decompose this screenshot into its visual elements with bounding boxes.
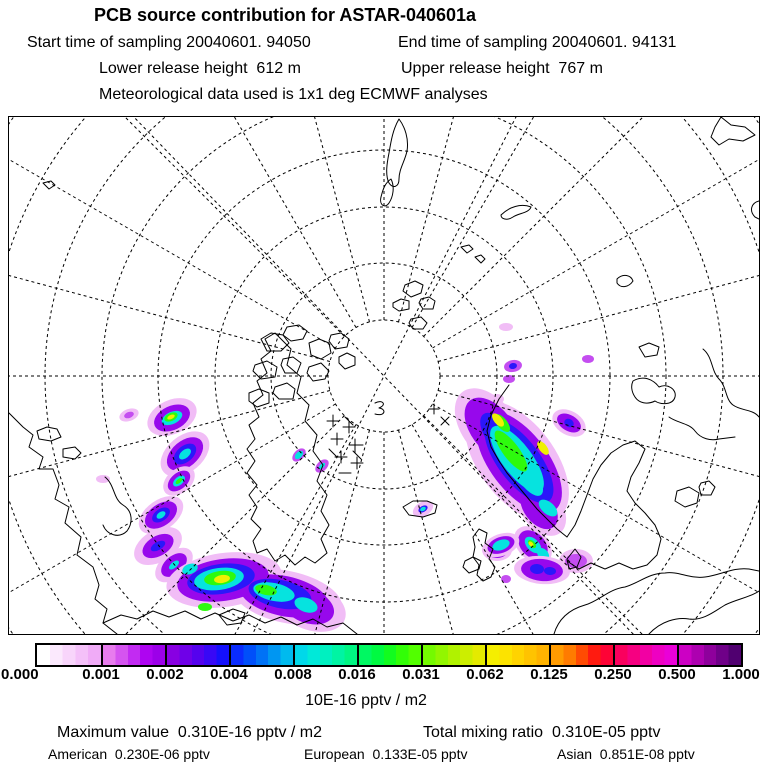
coastline	[475, 255, 485, 263]
ice-hatch-marks	[327, 415, 363, 473]
maximum-value-text: Maximum value 0.310E-16 pptv / m2	[57, 724, 323, 741]
colorbar-tick: 0.500	[658, 666, 696, 683]
colorbar-tick: 0.062	[466, 666, 504, 683]
colorbar-segment	[165, 645, 229, 665]
upper-release-text: Upper release height 767 m	[401, 60, 603, 77]
graticule-layer	[9, 117, 759, 634]
colorbar	[35, 643, 743, 667]
coastline-novaya-zemlya	[387, 119, 408, 186]
colorbar-segment	[357, 645, 421, 665]
coastline	[37, 427, 61, 441]
coastline	[461, 245, 473, 253]
meridian-line	[438, 241, 759, 361]
colorbar-tick: 0.008	[274, 666, 312, 683]
end-time-text: End time of sampling 20040601. 94131	[398, 34, 677, 51]
meridian-line	[424, 117, 752, 336]
lower-release-text: Lower release height 612 m	[99, 60, 301, 77]
coastline-siberia	[711, 117, 755, 145]
colorbar-segment	[37, 645, 101, 665]
colorbar-tick: 1.000	[722, 666, 760, 683]
colorbar-segment	[613, 645, 677, 665]
coastline	[103, 477, 131, 535]
coastline	[393, 299, 409, 311]
coastline	[752, 201, 759, 219]
polar-cross-meridian	[23, 117, 745, 634]
colorbar-segment	[229, 645, 293, 665]
coastline	[381, 179, 394, 206]
total-mixing-ratio-text: Total mixing ratio 0.310E-05 pptv	[423, 724, 661, 741]
coastline	[632, 378, 676, 404]
coastline	[261, 333, 289, 351]
colorbar-tick: 0.125	[530, 666, 568, 683]
coastline	[283, 325, 307, 341]
colorbar-segment	[421, 645, 485, 665]
coastline	[281, 357, 301, 373]
map-frame	[8, 116, 760, 635]
asian-contribution-text: Asian 0.851E-08 pptv	[557, 746, 695, 762]
coastline	[339, 353, 355, 369]
coastline	[329, 333, 349, 349]
coastline	[409, 317, 427, 329]
colorbar-tick: 0.004	[210, 666, 248, 683]
colorbar-tick: 0.001	[82, 666, 120, 683]
meridian-line	[9, 117, 336, 348]
coastline	[501, 205, 531, 219]
colorbar-tick: 0.000	[1, 666, 39, 683]
coastline	[617, 275, 633, 286]
colorbar-tick-row	[0, 666, 768, 686]
meridian-line	[9, 241, 330, 361]
plume-layer	[96, 323, 594, 634]
european-contribution-text: European 0.133E-05 pptv	[304, 746, 468, 762]
latitude-circle	[328, 320, 440, 432]
ice-hatch-marks	[429, 404, 449, 425]
coastline	[309, 339, 331, 359]
colorbar-units-label: 10E-16 pptv / m2	[305, 692, 427, 709]
colorbar-segment	[677, 645, 741, 665]
plume-blob	[96, 475, 110, 483]
coastline	[419, 297, 435, 309]
coastline-europe	[649, 591, 759, 634]
meridian-line	[412, 117, 644, 328]
coastline	[307, 363, 329, 381]
meridian-line	[124, 117, 356, 328]
colorbar-segment	[293, 645, 357, 665]
colorbar-segment	[549, 645, 613, 665]
meridian-line	[16, 117, 344, 336]
coastline-greenland	[247, 333, 329, 565]
plume-blob	[499, 323, 513, 331]
colorbar-tick: 0.031	[402, 666, 440, 683]
coastline	[63, 447, 81, 459]
coastline	[403, 281, 423, 297]
coastline	[9, 413, 117, 634]
colorbar-tick: 0.002	[146, 666, 184, 683]
colorbar-segment	[485, 645, 549, 665]
coastline	[703, 349, 759, 417]
colorbar-segment	[101, 645, 165, 665]
coastline	[669, 417, 735, 440]
plume-blob	[582, 355, 594, 363]
coastline	[639, 343, 659, 357]
start-time-text: Start time of sampling 20040601. 94050	[27, 34, 311, 51]
figure-title: PCB source contribution for ASTAR-040601a	[94, 5, 477, 25]
american-contribution-text: American 0.230E-06 pptv	[48, 746, 210, 762]
colorbar-tick: 0.250	[594, 666, 632, 683]
plume-blob	[198, 603, 212, 611]
colorbar-tick: 0.016	[338, 666, 376, 683]
coastline	[675, 487, 699, 507]
coastline	[273, 383, 295, 399]
coastline	[375, 402, 384, 415]
met-data-text: Meteorological data used is 1x1 deg ECMWF analyses	[99, 86, 488, 103]
coastline	[699, 481, 715, 495]
arctic-map	[9, 117, 759, 634]
meridian-line	[432, 117, 759, 348]
